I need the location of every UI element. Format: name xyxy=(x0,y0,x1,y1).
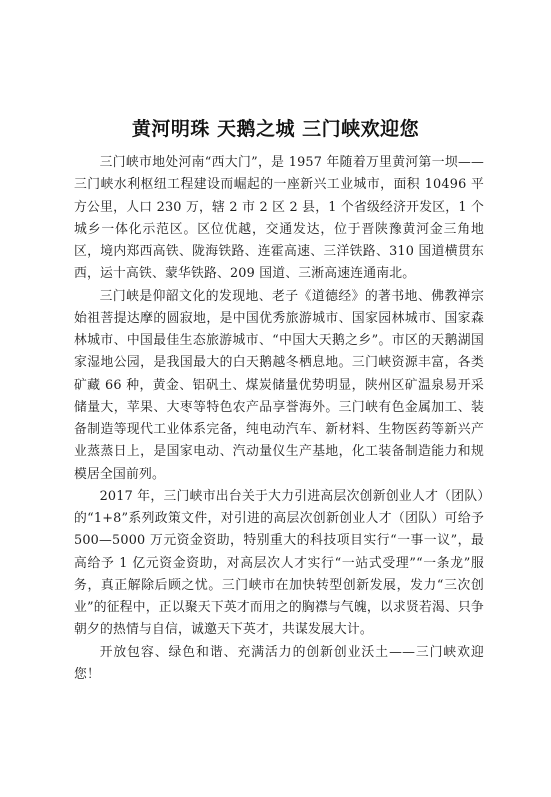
paragraph-intro: 三门峡市地处河南“西大门”，是 1957 年随着万里黄河第一坝——三门峡水利枢纽工程建设而崛起的一座新兴工业城市，面积 10496 平方公里，人口 230 万，辖 2 市 2 区 2 县，1 个省级经济开发区，1 个城乡一体化示范区。区位优越，交通发达，位于晋陕豫黄河金三角地区，境内郑西高铁、陇海铁路、连霍高速、三洋铁路、310 国道横贯东西，运十高铁、蒙华铁路、209 国道、三淅高速连通南北。 xyxy=(74,155,484,282)
page-title: 黄河明珠 天鹅之城 三门峡欢迎您 xyxy=(131,117,420,140)
paragraph-culture-resources: 三门峡是仰韶文化的发现地、老子《道德经》的著书地、佛教禅宗始祖菩提达摩的圆寂地，是中国优秀旅游城市、国家园林城市、国家森林城市、中国最佳生态旅游城市、“中国大天鹅之乡”。市区的天鹅湖国家湿地公园，是我国最大的白天鹅越冬栖息地。三门峡资源丰富，各类矿藏 66 种，黄金、铝矾土、煤炭储量优势明显，陕州区矿温泉易开采储量大，苹果、大枣等特色农产品享誉海外。三门峡有色金属加工、装备制造等现代工业体系完备，纯电动汽车、新材料、生物医药等新兴产业蒸蒸日上，是国家电动、汽动量仪生产基地，化工装备制造能力和规模居全国前列。 xyxy=(74,288,484,482)
paragraph-welcome: 开放包容、绿色和谐、充满活力的创新创业沃土——三门峡欢迎您！ xyxy=(74,644,484,682)
article-body xyxy=(74,152,484,686)
paragraph-talent-policy: 2017 年，三门峡市出台关于大力引进高层次创新创业人才（团队）的“1+8”系列政策文件，对引进的高层次创新创业人才（团队）可给予 500—5000 万元资金资助，特别重大的科技项目实行“一事一议”，最高给予 1 亿元资金资助，对高层次人才实行“一站式受理”“一条龙”服务，真正解除后顾之忧。三门峡市在加快转型创新发展，发力“三次创业”的征程中，正以聚天下英才而用之的胸襟与气魄，以求贤若渴、只争朝夕的热情与自信，诚邀天下英才，共谋发展大计。 xyxy=(74,488,484,638)
